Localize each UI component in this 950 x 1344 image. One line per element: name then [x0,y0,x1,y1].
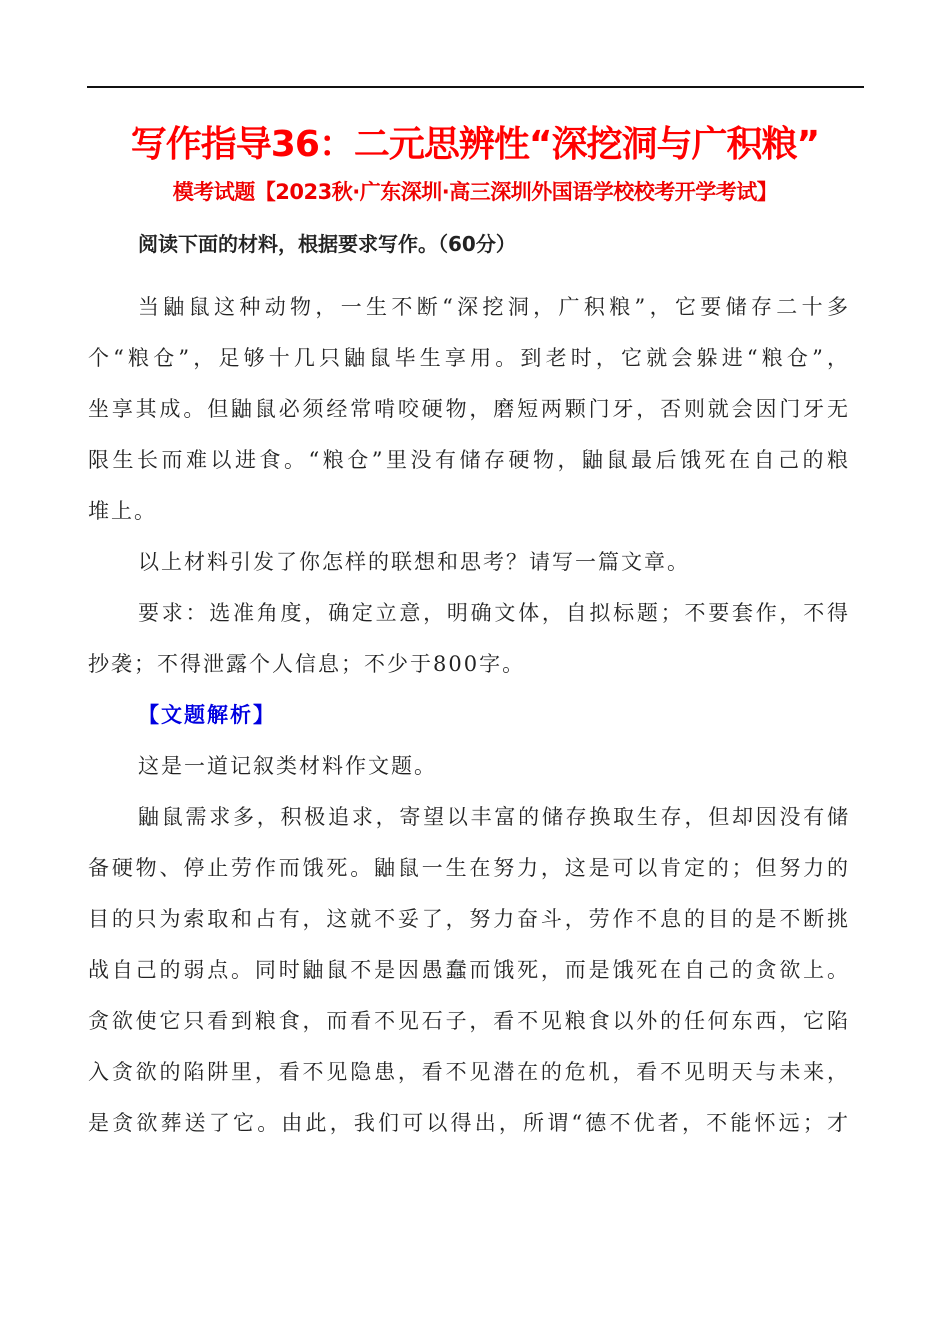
header-rule [87,86,864,88]
document-body [88,290,848,1157]
text-line: 备硬物、停止劳作而饿死。鼬鼠一生在努力，这是可以肯定的；但努力的 [88,856,848,880]
text-line: 坐享其成。但鼬鼠必须经常啃咬硬物，磨短两颗门牙，否则就会因门牙无 [88,397,848,421]
page-title: 写作指导36：二元思辨性“深挖洞与广积粮” [130,124,820,165]
instruction: 阅读下面的材料，根据要求写作。（60分） [138,232,516,256]
text-line: 堆上。 [88,499,157,523]
text-line: 是贪欲葬送了它。由此，我们可以得出，所谓“德不优者，不能怀远；才 [88,1111,848,1135]
text-line: 战自己的弱点。同时鼬鼠不是因愚蠢而饿死，而是饿死在自己的贪欲上。 [88,958,848,982]
text-line: 以上材料引发了你怎样的联想和思考？请写一篇文章。 [138,550,690,574]
text-line: 限生长而难以进食。“粮仓”里没有储存硬物，鼬鼠最后饿死在自己的粮 [88,448,848,472]
text-line: 鼬鼠需求多，积极追求，寄望以丰富的储存换取生存，但却因没有储 [138,805,848,829]
text-line: 目的只为索取和占有，这就不妥了，努力奋斗，劳作不息的目的是不断挑 [88,907,848,931]
text-line: 贪欲使它只看到粮食，而看不见石子，看不见粮食以外的任何东西，它陷 [88,1009,848,1033]
section-heading: 【文题解析】 [138,703,276,727]
text-line: 入贪欲的陷阱里，看不见隐患，看不见潜在的危机，看不见明天与未来， [88,1060,848,1084]
text-line: 个“粮仓”，足够十几只鼬鼠毕生享用。到老时，它就会躲进“粮仓”， [88,346,848,370]
text-line: 抄袭；不得泄露个人信息；不少于800字。 [88,652,526,676]
text-line: 当鼬鼠这种动物，一生不断“深挖洞，广积粮”，它要储存二十多 [138,295,848,319]
exam-source-subtitle: 模考试题【2023秋·广东深圳·高三深圳外国语学校校考开学考试】 [172,180,778,204]
text-line: 要求：选准角度，确定立意，明确文体，自拟标题；不要套作，不得 [138,601,848,625]
text-line: 这是一道记叙类材料作文题。 [138,754,437,778]
